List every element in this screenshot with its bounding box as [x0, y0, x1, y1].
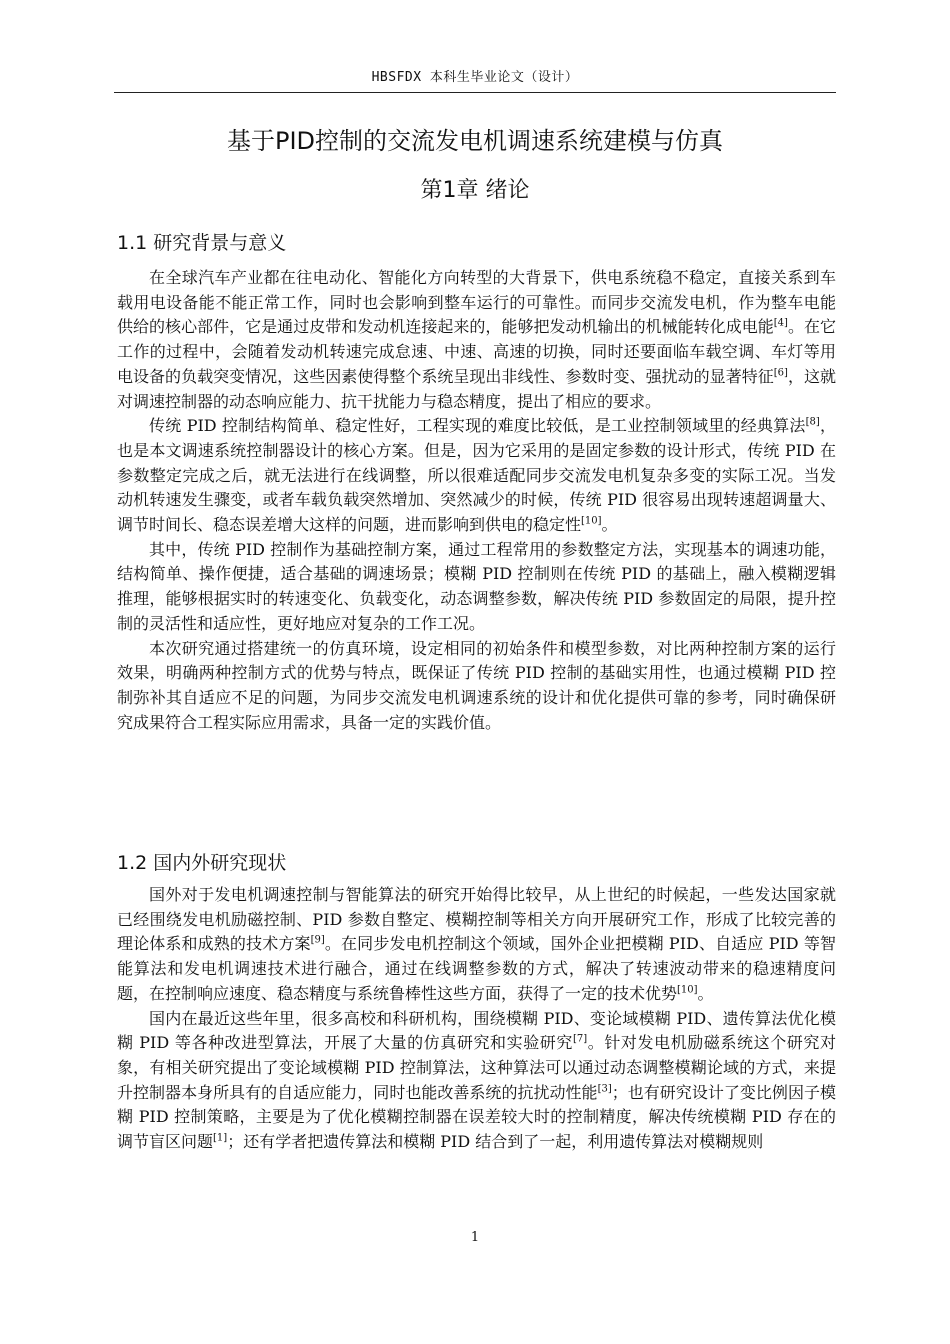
paragraph-text: 。在同步发电机控制这个领域，国外企业把模糊 PID、自适应 PID 等智能算法和发电机调速技术进行融合，通过在线调整参数的方式，解决了转速波动带来的稳速精度问题，在控制响应速度、稳态精度与系统鲁棒性这些方面，获得了一定的技术优势	[117, 934, 836, 1003]
section-heading-1-1: 1.1 研究背景与意义	[117, 232, 287, 254]
paragraph-background-2	[117, 414, 836, 538]
paragraph-text: 。针对发电机励磁系统这个研究对象，有相关研究提出了变论域模糊 PID 控制算法，这种算法可以通过动态调整模糊论域的方式，来提升控制器本身所具有的自适应能力，同时也能改善系统的抗扰动性能	[117, 1033, 836, 1102]
section-body-1-1	[117, 266, 836, 735]
citation-marker: [10]	[677, 984, 698, 996]
paragraph-status-1	[117, 883, 836, 1007]
citation-marker: [7]	[572, 1033, 588, 1045]
citation-marker: [8]	[805, 416, 820, 428]
citation-marker: [10]	[581, 515, 602, 527]
paragraph-text: ；还有学者把遗传算法和模糊 PID 结合到了一起，利用遗传算法对模糊规则	[227, 1132, 764, 1152]
paragraph-text: 本次研究通过搭建统一的仿真环境，设定相同的初始条件和模型参数，对比两种控制方案的运行效果，明确两种控制方式的优势与特点，既保证了传统 PID 控制的基础实用性，也通过模糊 PID 控制弥补其自适应不足的问题，为同步交流发电机调速系统的设计和优化提供可靠的参考，同时确保研究成果符合工程实际应用需求，具备一定的实践价值。	[117, 638, 836, 732]
paragraph-background-4	[117, 637, 836, 736]
paragraph-background-3	[117, 538, 836, 637]
citation-marker: [3]	[597, 1083, 612, 1095]
chapter-title: 第1章 绪论	[420, 178, 530, 203]
paragraph-text: 国外对于发电机调速控制与智能算法的研究开始得比较早，从上世纪的时候起，一些发达国家就已经围绕发电机励磁控制、PID 参数自整定、模糊控制等相关方向开展研究工作，形成了比较完善的理论体系和成熟的技术方案	[117, 885, 836, 954]
citation-marker: [6]	[773, 367, 788, 379]
paragraph-text: 在全球汽车产业都在往电动化、智能化方向转型的大背景下，供电系统稳不稳定，直接关系到车载用电设备能不能正常工作，同时也会影响到整车运行的可靠性。而同步交流发电机，作为整车电能供给的核心部件，它是通过皮带和发动机连接起来的，能够把发动机输出的机械能转化成电能	[117, 268, 836, 337]
citation-marker: [4]	[773, 318, 788, 330]
paragraph-text: ；也有研究设计了变比例因子模糊 PID 控制策略，主要是为了优化模糊控制器在误差较大时的控制精度，解决传统模糊 PID 存在的调节盲区问题	[117, 1082, 836, 1152]
paragraph-text: 。	[601, 515, 618, 535]
paragraph-text: 。	[697, 983, 714, 1003]
citation-marker: [1]	[213, 1132, 228, 1144]
paragraph-text: 其中，传统 PID 控制作为基础控制方案，通过工程常用的参数整定方法，实现基本的调速功能，结构简单、操作便捷，适合基础的调速场景；模糊 PID 控制则在传统 PID 的基础上，融入模糊逻辑推理，能够根据实时的转速变化、负载变化，动态调整参数，解决传统 PID 参数固定的局限，提升控制的灵活性和适应性，更好地应对复杂的工作工况。	[117, 539, 836, 633]
paragraph-text: 传统 PID 控制结构简单、稳定性好，工程实现的难度比较低，是工业控制领域里的经典算法	[149, 416, 806, 436]
citation-marker: [9]	[310, 935, 325, 947]
page-number: 1	[470, 1230, 480, 1245]
paragraph-background-1	[117, 266, 836, 414]
paragraph-status-2	[117, 1007, 836, 1155]
header-rule	[114, 92, 836, 93]
paragraph-text: ，也是本文调速系统控制器设计的核心方案。但是，因为它采用的是固定参数的设计形式，传统 PID 在参数整定完成之后，就无法进行在线调整，所以很难适配同步交流发电机复杂多变的实际工况。当发动机转速发生骤变，或者车载负载突然增加、突然减少的时候，传统 PID 很容易出现转速超调量大、调节时间长、稳态误差增大这样的问题，进而影响到供电的稳定性	[117, 416, 836, 535]
paragraph-text: ，这就对调速控制器的动态响应能力、抗干扰能力与稳态精度，提出了相应的要求。	[117, 366, 836, 411]
section-body-1-2	[117, 883, 836, 1155]
paragraph-text: 国内在最近这些年里，很多高校和科研机构，围绕模糊 PID、变论域模糊 PID、遗传算法优化模糊 PID 等各种改进型算法，开展了大量的仿真研究和实验研究	[117, 1008, 836, 1053]
section-heading-1-2: 1.2 国内外研究现状	[117, 852, 287, 874]
document-title: 基于PID控制的交流发电机调速系统建模与仿真	[226, 127, 724, 155]
running-header: HBSFDX 本科生毕业论文（设计）	[371, 70, 579, 85]
paragraph-text: 。在它工作的过程中，会随着发动机转速完成怠速、中速、高速的切换，同时还要面临车载空调、车灯等用电设备的负载突变情况，这些因素使得整个系统呈现出非线性、参数时变、强扰动的显著特征	[117, 317, 836, 386]
